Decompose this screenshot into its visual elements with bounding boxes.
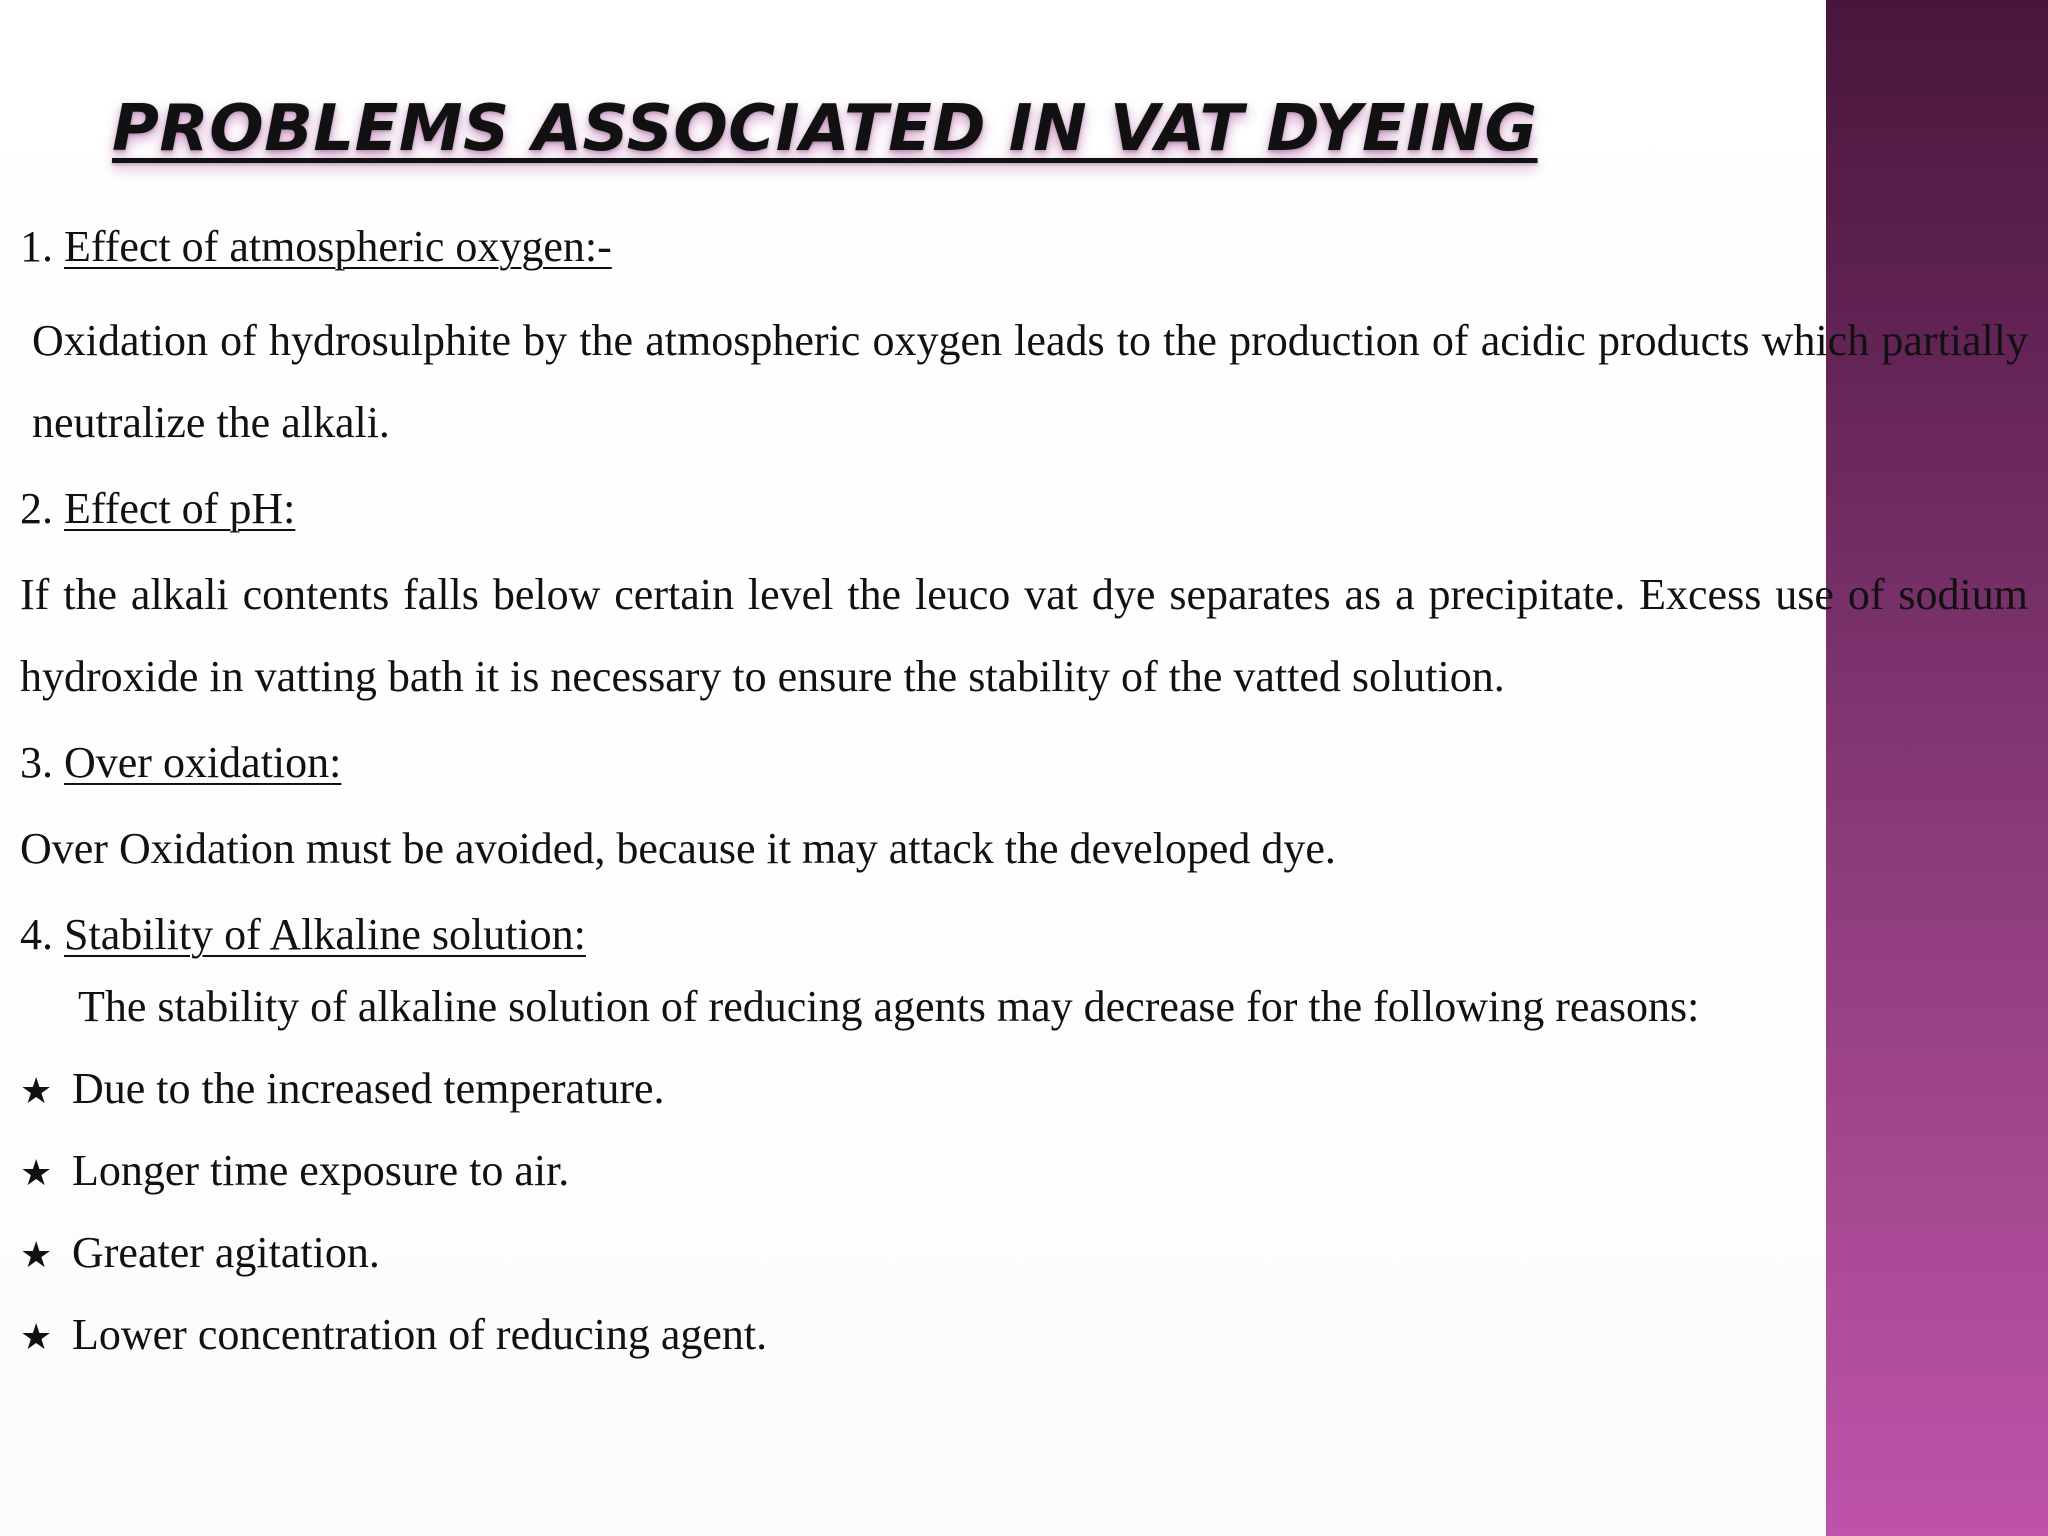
list-item-text: Greater agitation. [72, 1228, 380, 1277]
section-number: 4. [20, 910, 53, 959]
section-body-1: Oxidation of hydrosulphite by the atmospheric oxygen leads to the production of acidic products which partially neutralize the alkali. [32, 316, 2028, 447]
section-number: 1. [20, 222, 53, 271]
star-bullet-icon: ★ [20, 1153, 53, 1194]
section-body-3: Over Oxidation must be avoided, because it may attack the developed dye. [20, 824, 1336, 873]
section-body-2: If the alkali contents falls below certain level the leuco vat dye separates as a precipitate. Excess use of sodium hydroxide in vatting bath it is necessary to ensure the stability of the vatted solution. [20, 570, 2028, 701]
list-item-text: Longer time exposure to air. [72, 1146, 570, 1195]
section-heading-text: Stability of Alkaline solution: [64, 910, 586, 959]
list-item [20, 1212, 2028, 1294]
slide-title: PROBLEMS ASSOCIATED IN VAT DYEING [112, 92, 1538, 166]
section-intro-4: The stability of alkaline solution of reducing agents may decrease for the following reasons: [78, 982, 1700, 1031]
list-item-text: Due to the increased temperature. [72, 1064, 665, 1113]
star-bullet-icon: ★ [20, 1071, 53, 1112]
section-heading-4 [20, 904, 2028, 966]
star-bullet-icon: ★ [20, 1317, 53, 1358]
section-number: 3. [20, 738, 53, 787]
star-bullet-icon: ★ [20, 1235, 53, 1276]
list-item [20, 1294, 2028, 1376]
section-heading-text: Over oxidation: [64, 738, 342, 787]
section-heading-text: Effect of atmospheric oxygen:- [64, 222, 612, 271]
section-heading-1 [20, 216, 2028, 278]
list-item [20, 1048, 2028, 1130]
section-heading-2 [20, 478, 2028, 540]
list-item-text: Lower concentration of reducing agent. [72, 1310, 768, 1359]
list-item [20, 1130, 2028, 1212]
slide-content [20, 212, 2028, 1376]
section-heading-text: Effect of pH: [64, 484, 296, 533]
section-heading-3 [20, 732, 2028, 794]
section-number: 2. [20, 484, 53, 533]
